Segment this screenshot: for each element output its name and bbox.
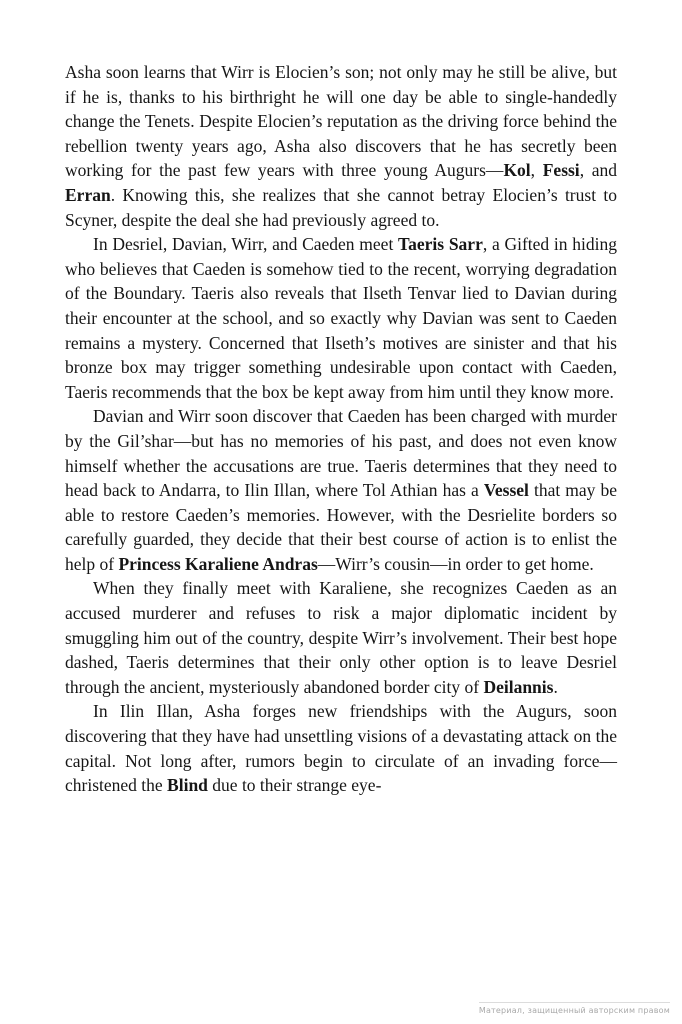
bold-term: Kol	[503, 160, 531, 181]
paragraph	[65, 404, 617, 576]
paragraph	[65, 60, 617, 232]
text-segment: due to their strange eye-	[207, 775, 382, 796]
text-segment: .	[553, 676, 558, 697]
copyright-text: Материал, защищенный авторским правом	[478, 1006, 670, 1015]
text-segment: Davian and Wirr soon discover that Caeden has been charged with murder by the Gil’shar—but has no memories of his past, and does not even know himself whether the accusations are true. Taeris determines that they need to head back to Andarra, to Ilin Illan, where Tol Athian has a	[65, 406, 617, 501]
copyright-notice	[479, 1002, 670, 1015]
bold-term: Taeris Sarr	[398, 234, 483, 255]
bold-term: Blind	[167, 775, 208, 796]
bold-term: Princess Karaliene Andras	[118, 553, 318, 574]
text-segment: , and	[579, 160, 618, 181]
bold-term: Vessel	[483, 480, 529, 501]
text-segment: ,	[530, 160, 543, 181]
text-segment: In Ilin Illan, Asha forges new friendships with the Augurs, soon discovering that they have had unsettling visions of a devastating attack on the capital. Not long after, rumors begin to circulate of an invading force—christened the	[65, 701, 617, 796]
bold-term: Deilannis	[483, 676, 554, 697]
text-segment: In Desriel, Davian, Wirr, and Caeden meet	[93, 234, 399, 255]
text-segment: , a Gifted in hiding who believes that Caeden is somehow tied to the recent, worrying degradation of the Boundary. Taeris also reveals that Ilseth Tenvar lied to Davian during their encounter at the school, and so exactly why Davian was sent to Caeden remains a mystery. Concerned that Ilseth’s motives are sinister and that his bronze box may trigger something undesirable upon contact with Caeden, Taeris recommends that the box be kept away from him until they know more.	[65, 234, 618, 402]
bold-term: Erran	[65, 184, 111, 205]
text-segment: —Wirr’s cousin—in order to get home.	[317, 553, 594, 574]
paragraph	[65, 232, 617, 404]
paragraph	[65, 699, 617, 797]
page-text	[65, 60, 617, 798]
text-segment: When they finally meet with Karaliene, she recognizes Caeden as an accused murderer and refuses to risk a major diplomatic incident by smuggling him out of the country, despite Wirr’s involvement. Their best hope dashed, Taeris determines that their only other option is to leave Desriel through the ancient, mysteriously abandoned border city of	[65, 578, 617, 697]
text-segment: . Knowing this, she realizes that she cannot betray Elocien’s trust to Scyner, despite the deal she had previously agreed to.	[65, 184, 617, 230]
text-segment: Asha soon learns that Wirr is Elocien’s son; not only may he still be alive, but if he is, thanks to his birthright he will one day be able to single-handedly change the Tenets. Despite Elocien’s reputation as the driving force behind the rebellion twenty years ago, Asha also discovers that he has secretly been working for the past few years with three young Augurs—	[65, 62, 617, 181]
bold-term: Fessi	[542, 160, 580, 181]
text-segment: that may be able to restore Caeden’s memories. However, with the Desrielite borders so carefully guarded, they decide that their best course of action is to enlist the help of	[65, 480, 617, 574]
paragraph	[65, 576, 617, 699]
